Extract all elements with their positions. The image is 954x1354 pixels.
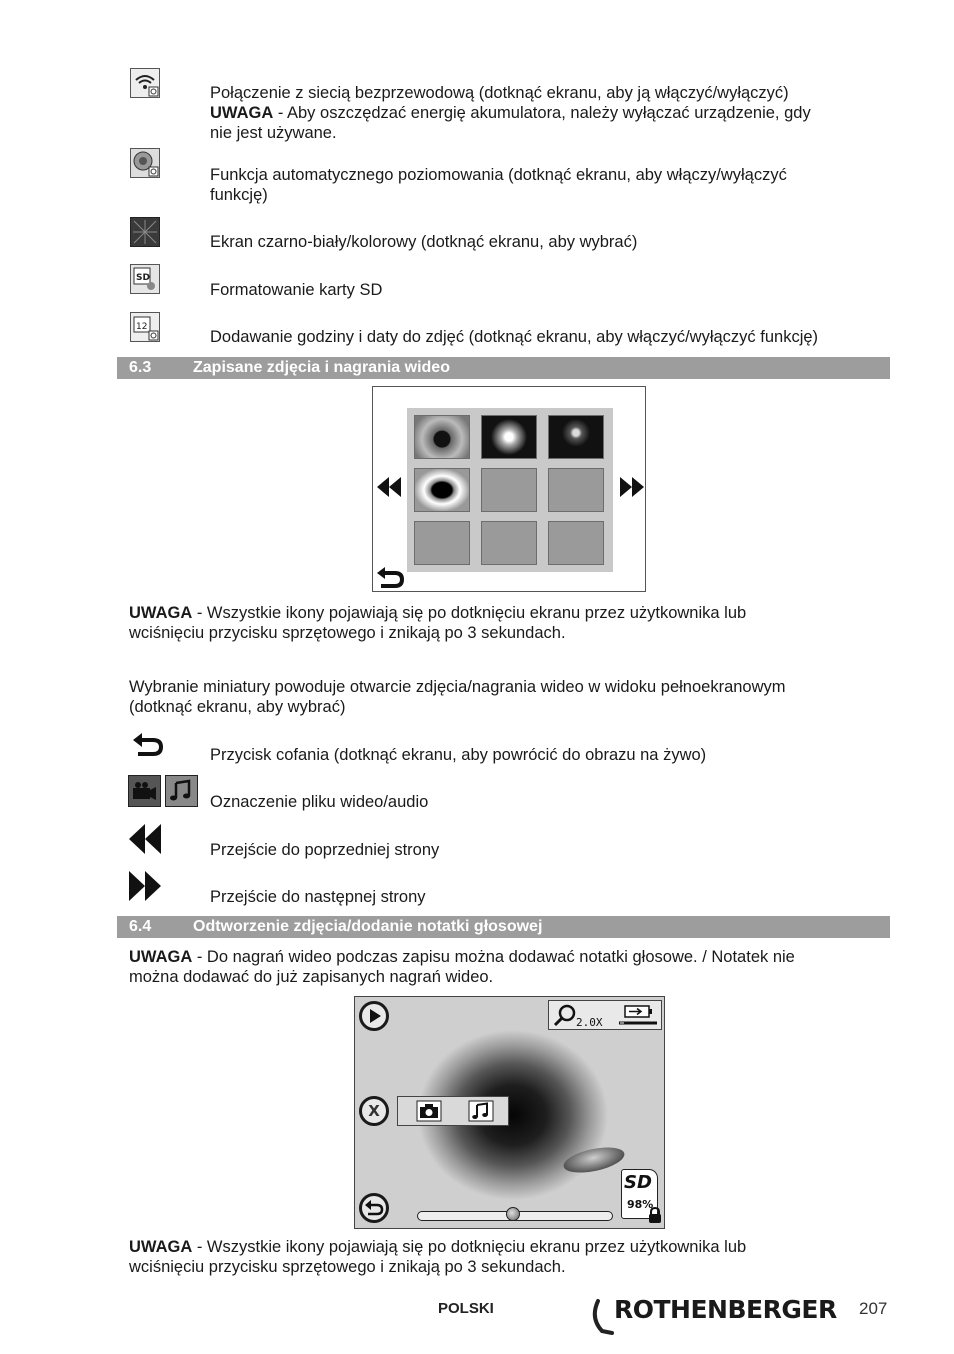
page-number: 207 [859,1299,888,1318]
date-time-icon [130,312,160,342]
previous-page-icon[interactable] [376,475,402,499]
back-button-desc: Przycisk cofania (dotknąć ekranu, aby powrócić do obrazu na żywo) [210,746,707,764]
video-audio-desc: Oznaczenie pliku wideo/audio [210,793,429,811]
next-page-desc: Przejście do następnej strony [210,888,426,906]
footer-language: POLSKI [438,1300,494,1317]
magnifier-icon [553,1004,577,1028]
previous-page-icon [128,823,162,855]
brand-logo: ROTHENBERGER [614,1295,837,1324]
wifi-desc: Połączenie z siecią bezprzewodową (dotknąć ekranu, aby ją włączyć/wyłączyć) UWAGA - Aby oszczędzać energię akumulatora, należy wyłączać urządzenie, gdy nie jest używane. [210,84,811,142]
section-6-3-header: 6.3 Zapisane zdjęcia i nagrania wideo [117,357,890,379]
sd-format-icon [130,264,160,294]
svg-text:12: 12 [136,322,148,332]
thumbnail-2[interactable] [481,415,537,459]
playback-progress-slider[interactable] [417,1211,613,1221]
back-arrow-icon[interactable] [373,563,405,591]
sd-card-label: SD [624,1172,652,1193]
sd-format-desc: Formatowanie karty SD [210,281,383,299]
camera-icon[interactable] [416,1100,442,1122]
thumbnail-empty [548,468,604,512]
audio-note-icon[interactable] [468,1100,494,1122]
battery-icon [619,1004,659,1028]
back-button[interactable] [359,1193,389,1223]
back-arrow-icon [130,730,164,760]
section-6-4-header: 6.4 Odtworzenie zdjęcia/dodanie notatki głosowej [117,916,890,938]
note-voice-notes: UWAGA - Do nagrań wideo podczas zapisu można dodawać notatki głosowe. / Notatek nie można dodawać do już zapisanych nagrań wideo. [129,948,795,986]
lock-icon [648,1207,662,1223]
thumbnail-empty [481,521,537,565]
play-button[interactable] [359,1001,389,1031]
thumbnail-paragraph: Wybranie miniatury powoduje otwarcie zdjęcia/nagrania wideo w widoku pełnoekranowym (dotknąć ekranu, aby wybrać) [129,678,786,716]
zoom-level: 2.0X [576,1016,603,1029]
date-time-desc: Dodawanie godziny i daty do zdjęć (dotknąć ekranu, aby włączyć/wyłączyć funkcję) [210,328,819,346]
progress-knob[interactable] [506,1207,520,1221]
sd-card-status [621,1169,658,1219]
audio-file-icon [165,775,198,807]
video-file-icon [128,775,161,807]
gallery-screenshot [372,386,646,592]
auto-level-desc: Funkcja automatycznego poziomowania (dotknąć ekranu, aby włączy/wyłączyć funkcję) [210,166,787,204]
previous-page-desc: Przejście do poprzedniej strony [210,841,440,859]
thumbnail-empty [414,521,470,565]
note-icons-appear-2: UWAGA - Wszystkie ikony pojawiają się po dotknięciu ekranu przez użytkownika lub wciśnięciu przycisku sprzętowego i znikają po 3 sekundach. [129,1238,747,1276]
capture-options-panel [397,1096,509,1126]
next-page-icon [128,870,162,902]
bw-color-desc: Ekran czarno-biały/kolorowy (dotknąć ekranu, aby wybrać) [210,233,638,251]
rothenberger-logo-swoosh [592,1298,616,1336]
thumbnail-empty [548,521,604,565]
thumbnail-1[interactable] [414,415,470,459]
auto-level-icon [130,148,160,178]
wifi-icon [130,68,160,98]
bw-color-icon [130,217,160,247]
next-page-icon[interactable] [619,475,645,499]
note-icons-appear: UWAGA - Wszystkie ikony pojawiają się po dotknięciu ekranu przez użytkownika lub wciśnięciu przycisku sprzętowego i znikają po 3 sekundach. [129,604,747,642]
thumbnail-4[interactable] [414,468,470,512]
svg-text:SD: SD [136,273,150,283]
close-icon[interactable]: X [359,1096,389,1126]
playback-screenshot [354,996,665,1229]
thumbnail-empty [481,468,537,512]
thumbnail-3[interactable] [548,415,604,459]
sd-card-percent: 98% [627,1198,654,1211]
zoom-battery-panel [548,1000,662,1030]
